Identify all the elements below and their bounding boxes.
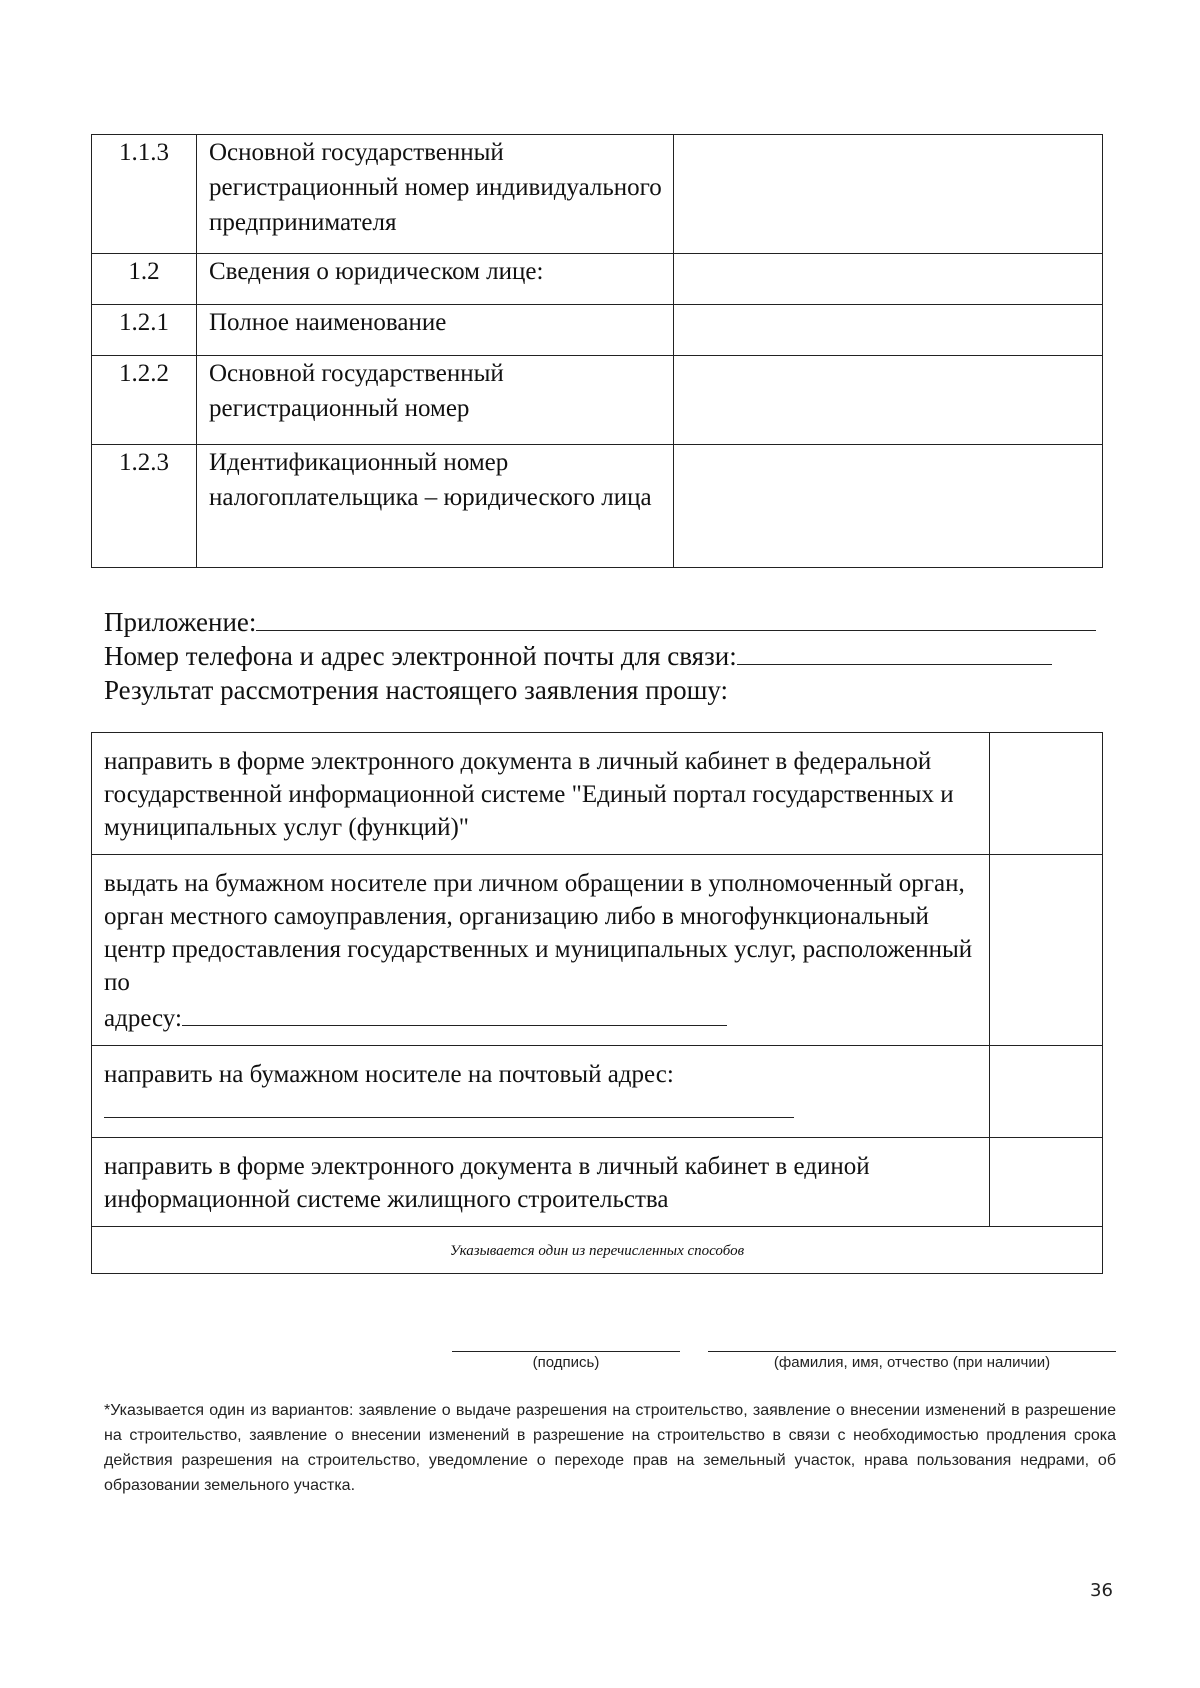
contact-label: Номер телефона и адрес электронной почты для связи: [104,641,737,671]
row-number: 1.2.1 [92,305,197,356]
page-number: 36 [1090,1580,1113,1601]
contact-line [104,640,1052,673]
postal-address-field[interactable] [104,1091,794,1118]
signature-line[interactable] [452,1351,680,1352]
option-text: направить на бумажном носителе на почтовый адрес: [104,1061,674,1088]
name-line[interactable] [708,1351,1116,1352]
row-value[interactable] [674,254,1103,305]
row-number: 1.2.3 [92,445,197,568]
name-caption: (фамилия, имя, отчество (при наличии) [773,1354,1051,1371]
row-value[interactable] [674,445,1103,568]
option-text: выдать на бумажном носителе при личном обращении в уполномоченный орган, орган местного самоуправления, организацию либо в многофункциональный центр предоставления государственных и муниципальных услуг, расположенный по [104,870,973,996]
option-cell [92,855,990,1046]
row-label: Основной государственный регистрационный номер [197,356,674,445]
row-value[interactable] [674,356,1103,445]
option-checkbox[interactable] [990,1138,1103,1227]
options-note: Указывается один из перечисленных способов [92,1227,1103,1274]
footnote: *Указывается один из вариантов: заявление о выдаче разрешения на строительство, заявление о внесении изменений в разрешение на строительство, заявление о внесении изменений в разрешение на строительство в связи с необходимостью продления срока действия разрешения на строительство, уведомление о переходе прав на земельный участок, нрава пользования недрами, об образовании земельного участка. [104,1402,1116,1494]
result-options-table [91,732,1103,1274]
contact-field[interactable] [737,640,1052,665]
row-label: Сведения о юридическом лице: [197,254,674,305]
row-label: Основной государственный регистрационный номер индивидуального предпринимателя [197,135,674,254]
option-cell [92,1046,990,1138]
table-row [92,855,1103,1046]
row-number: 1.1.3 [92,135,197,254]
table-row [92,445,1103,568]
address-field[interactable] [182,999,727,1026]
appendix-field[interactable] [256,606,1096,631]
result-label: Результат рассмотрения настоящего заявления прошу: [104,675,729,705]
option-text: направить в форме электронного документа в личный кабинет в единой информационной системе жилищного строительства [92,1138,990,1227]
appendix-label: Приложение: [104,607,257,637]
table-row [92,135,1103,254]
signature-caption: (подпись) [532,1354,600,1371]
applicant-info-table [91,134,1103,568]
row-number: 1.2 [92,254,197,305]
option-checkbox[interactable] [990,733,1103,855]
table-row [92,305,1103,356]
appendix-line [104,606,1096,639]
address-label: адресу: [104,1005,182,1032]
table-row [92,254,1103,305]
option-checkbox[interactable] [990,855,1103,1046]
table-row [92,733,1103,855]
table-row [92,1227,1103,1274]
row-value[interactable] [674,305,1103,356]
row-label: Идентификационный номер налогоплательщика – юридического лица [197,445,674,568]
row-label: Полное наименование [197,305,674,356]
table-row [92,1138,1103,1227]
table-row [92,356,1103,445]
row-value[interactable] [674,135,1103,254]
option-text: направить в форме электронного документа в личный кабинет в федеральной государственной информационной системе "Единый портал государственных и муниципальных услуг (функций)" [92,733,990,855]
option-checkbox[interactable] [990,1046,1103,1138]
row-number: 1.2.2 [92,356,197,445]
table-row [92,1046,1103,1138]
result-line [104,674,728,707]
